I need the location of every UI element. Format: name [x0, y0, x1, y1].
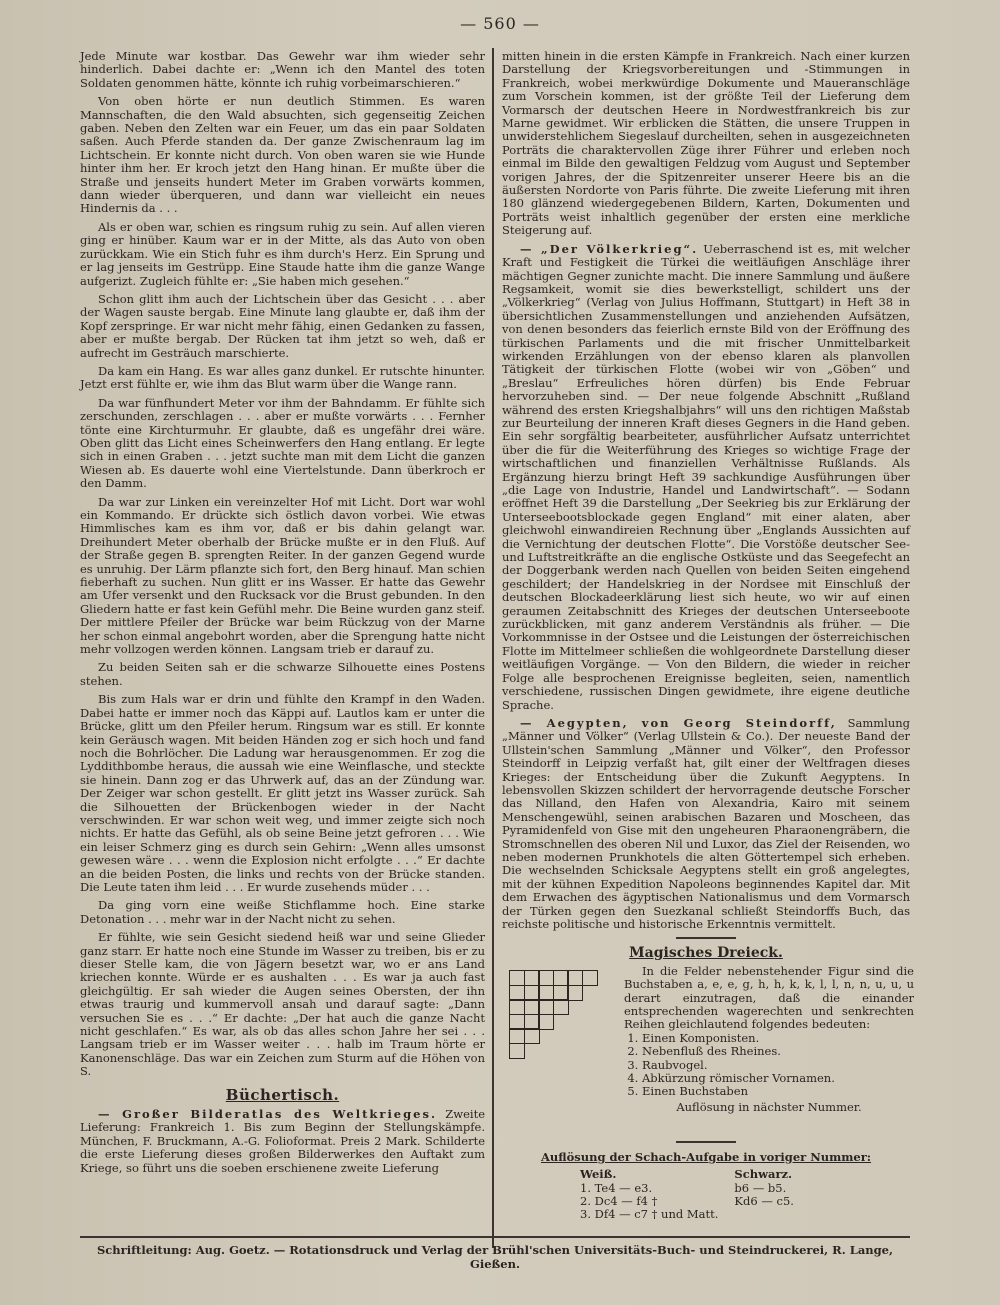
white-move: 2. Dc4 — f4 †	[580, 1194, 658, 1209]
chess-solution-table	[572, 1168, 802, 1222]
black-move	[726, 1208, 802, 1221]
review-paragraph	[502, 243, 910, 712]
review-lead: — „Der Völkerkrieg“.	[520, 241, 699, 256]
story-paragraph: Zu beiden Seiten sah er die schwarze Silhouette eines Postens stehen.	[80, 660, 485, 688]
magic-triangle-puzzle	[502, 963, 914, 1135]
section-title-buechertisch: Büchertisch.	[225, 1085, 340, 1104]
puzzle-intro: In die Felder nebenstehender Figur sind die Buchstaben a, e, e, g, h, h, k, k, l, l, n, n, u, u, u derart einzutragen, daß die einander entsprechenden wagerechten und senkrechten Reihen gleichlautend folgendes bedeuten:	[624, 963, 914, 1032]
chess-title: Auflösung der Schach-Aufgabe in voriger Nummer:	[540, 1149, 872, 1164]
white-header: Weiß.	[580, 1167, 617, 1182]
black-move: Kd6 — c5.	[734, 1194, 794, 1209]
story-paragraph: Er fühlte, wie sein Gesicht siedend heiß war und seine Glieder ganz starr. Er hatte noch eine Stunde im Wasser zu treiben, bis er zu dieser Stelle kam, die von Jägern besetzt war, wo er ans Land kriechen konnte. Würde er es aushalten . . . Es war ja auch fast gleichgültig. Er sah wieder die Augen seines Obersten, der ihn etwas traurig und kummervoll ansah und darauf sagte: „Dann versuchen Sie es . . .“ Er dachte: „Der hat auch die ganze Nacht nicht geschlafen.“ Es war, als ob das alles schon Jahre her sei . . . Langsam trieb er im Wasser weiter . . . halb im Traum hörte er Kanonenschläge. Das war ein Zeichen zum Sturm auf die Höhen von S.	[80, 930, 485, 1079]
white-move: 3. Df4 — c7 † und Matt.	[580, 1207, 719, 1222]
list-item: 4. Abkürzung römischer Vornamen.	[642, 1072, 914, 1085]
story-paragraph: Jede Minute war kostbar. Das Gewehr war ihm wieder sehr hinderlich. Dabei dachte er: „Wenn ich den Mantel des toten Soldaten genommen hätte, könnte ich ruhig vorbeimarschieren.“	[80, 49, 485, 90]
black-move: b6 — b5.	[734, 1180, 787, 1195]
story-paragraph: Als er oben war, schien es ringsum ruhig zu sein. Auf allen vieren ging er hinüber. Kaum war er in der Mitte, als das Auto von oben zurückkam. Wie ein Stich fuhr es ihm durch's Herz. Ein Sprung und er lag jenseits im Gestrüpp. Eine Staude hatte ihm die ganze Wange aufgerizt. Zugleich fühlte er: „Sie haben mich gesehen.“	[80, 219, 485, 288]
section-divider	[676, 1141, 736, 1143]
white-move: 1. Te4 — e3.	[580, 1180, 653, 1195]
right-column	[502, 49, 914, 1222]
imprint-footer: Schriftleitung: Aug. Goetz. — Rotationsdruck und Verlag der Brühl'schen Universitäts-Buch- und Steindruckerei, R. Lange, Gießen.	[97, 1243, 893, 1271]
list-item: 3. Raubvogel.	[642, 1059, 914, 1072]
story-paragraph: Da war fünfhundert Meter vor ihm der Bahndamm. Er fühlte sich zerschunden, zerschlagen . . . aber er mußte vorwärts . . . Fernher tönte eine Kirchturmuhr. Er glaubte, daß es ungefähr drei wäre. Oben glitt das Licht eines Scheinwerfers den Hang entlang. Er legte sich in einen Graben . . . jetzt suchte man mit dem Licht die ganzen Wiesen ab. Es dauerte wohl eine Viertelstunde. Dann überkroch er den Damm.	[80, 395, 485, 491]
magic-triangle-grid	[510, 971, 597, 1058]
puzzle-text	[624, 965, 914, 1114]
table-row	[572, 1208, 802, 1221]
review-paragraph: mitten hinein in die ersten Kämpfe in Frankreich. Nach einer kurzen Darstellung der Kriegsvorbereitungen und -Stimmungen in Frankreich, wobei merkwürdige Dokumente und Maueranschläge zum Vorschein kommen, ist der größte Teil der Lieferung dem Vormarsch der deutschen Heere in Nordwestfrankreich bis zur Marne gewidmet. Wir erblicken die Stätten, die unsere Truppen in unwiderstehlichem Siegeslauf durcheilten, sehen in ausgezeichneten Porträts die charaktervollen Züge ihrer Führer und erleben noch einmal im Bilde den gewaltigen Feldzug vom August und September vorigen Jahres, der die Spitzenreiter unserer Heere bis an die äußersten Nordorte von Paris führte. Die zweite Lieferung mit ihren 180 glänzend wiedergegebenen Bildern, Karten, Dokumenten und Porträts weist inhaltlich gegenüber der ersten eine merkliche Steigerung auf.	[502, 49, 910, 238]
story-paragraph: Da war zur Linken ein vereinzelter Hof mit Licht. Dort war wohl ein Kommando. Er drückte sich östlich davon vorbei. Wie etwas Himmlisches kam es ihm vor, daß er bis dahin gelangt war. Dreihundert Meter oberhalb der Brücke mußte er in den Fluß. Auf der Straße gegen B. sprengten Reiter. In der ganzen Gegend wurde es unruhig. Der Lärm pflanzte sich fort, den Berg hinauf. Man schien fieberhaft zu suchen. Nun glitt er ins Wasser. Er hatte das Gewehr am Ufer versenkt und den Rucksack vor die Brust gebunden. In den Gliedern hatte er fast kein Gefühl mehr. Die Beine wurden ganz steif. Der mittlere Pfeiler der Brücke war beim Rückzug von der Marne her schon einmal angebohrt worden, aber die Sprengung hatte nicht mehr vollzogen werden können. Langsam trieb er darauf zu.	[80, 494, 485, 657]
puzzle-title: Magisches Dreieck.	[629, 945, 783, 962]
review-lead: — Aegypten, von Georg Steindorff,	[520, 715, 837, 730]
story-paragraph: Bis zum Hals war er drin und fühlte den Krampf in den Waden. Dabei hatte er immer noch das Käppi auf. Lautlos kam er unter die Brücke, glitt um den Pfeiler herum. Ringsum war es still. Er konnte kein Geräusch wagen. Mit beiden Händen zog er sich hoch und fand noch die Bohrlöcher. Die Ladung war herausgenommen. Er zog die Lyddithbombe heraus, die aussah wie eine Weinflasche, und steckte sie hinein. Dann zog er das Uhrwerk auf, das an der Zündung war. Der Zeiger war schon gestellt. Er glitt jetzt ins Wasser zurück. Sah die Silhouetten der Brückenbogen wieder in der Nacht verschwinden. Er war schon weit weg, und immer zeigte sich noch nichts. Er hatte das Gefühl, als ob seine Beine jetzt gefroren . . . Wie ein leiser Schmerz ging es durch sein Gehirn: „Wenn alles umsonst gewesen wäre . . . wenn die Explosion nicht erfolgte . . .“ Er dachte an die beiden Posten, die links und rechts von der Brücke standen. Die Leute taten ihm leid . . . Er wurde zusehends müder . . .	[80, 692, 485, 894]
review-text: Ueberraschend ist es, mit welcher Kraft und Festigkeit die Türkei die weitläufigen Anschläge ihrer mächtigen Gegner zunichte macht. Die innere Sammlung und äußere Regsamkeit, womit sie dies bewerkstelligt, schildert uns der „Völkerkrieg“ (Verlag von Julius Hoffmann, Stuttgart) in Heft 38 in übersichtlichen Zusammenstellungen und anziehenden Aufsätzen, von denen besonders das feierlich ernste Bild von der Eröffnung des türkischen Parlaments und die mit frischer Unmittelbarkeit wirkenden Erzählungen von der ebenso klaren als planvollen Tätigkeit der türkischen Flotte (wobei wir von „Göben“ und „Breslau“ Erfreuliches hören dürfen) bis Ende Februar hervorzuheben sind. — Der neue folgende Abschnitt „Rußland während des ersten Kriegshalbjahrs“ will uns den richtigen Maßstab zur Beurteilung der inneren Kraft dieses Gegners in die Hand geben. Ein sehr sorgfältig bearbeiteter, ausführlicher Aufsatz unterrichtet über die für die Weiterführung des Krieges so wichtige Frage der wirtschaftlichen und finanziellen Verhältnisse Rußlands. Als Ergänzung hierzu bringt Heft 39 sachkundige Ausführungen über „die Lage von Industrie, Handel und Landwirtschaft“. — Sodann eröffnet Heft 39 die Darstellung „Der Seekrieg bis zur Erklärung der Unterseebootsblockade gegen England“ mit einer alaten, aber gleichwohl einwandireien Rechnung über „Englands Aussichten auf die Vernichtung der deutschen Flotte“. Die Vorstöße deutscher See- und Luftstreitkräfte an die englische Ostküste und das Seegefecht an der Doggerbank werden nach Quellen von beiden Seiten eingehend geschildert; der Handelskrieg in der Nordsee mit Einschluß der deutschen Blockadeerklärung liest sich heute, wo wir auf einen geraumen Zeitabschnitt des Krieges der deutschen Unterseeboote zurückblicken, mit ganz anderem Verständnis als früher. — Die Vorkommnisse in der Ostsee und die Leistungen der österreichischen Flotte im Mittelmeer schließen die wohlgeordnete Darstellung dieser weitläufigen Vorgänge. — Von den Bildern, die wieder in reicher Folge alle besprochenen Ereignisse begleiten, seien, namentlich verschiedene, russischen Dingen gewidmete, ihre eigene deutliche Sprache.	[502, 241, 911, 712]
book-review	[80, 1108, 485, 1175]
book-review-lead: — Großer Bilderatlas des Weltkrieges.	[98, 1107, 437, 1122]
story-paragraph: Da kam ein Hang. Es war alles ganz dunkel. Er rutschte hinunter. Jetzt erst fühlte er, wie ihm das Blut warm über die Wange rann.	[80, 363, 485, 392]
list-item: 1. Einen Komponisten.	[642, 1032, 914, 1045]
list-item: 5. Einen Buchstaben	[642, 1085, 914, 1098]
solution-note: Auflösung in nächster Nummer.	[676, 1099, 862, 1114]
story-paragraph: Schon glitt ihm auch der Lichtschein über das Gesicht . . . aber der Wagen sauste bergab. Eine Minute lang glaubte er, daß ihm der Kopf zerspringe. Er war nicht mehr fähig, einen Gedanken zu fassen, aber er mußte bergab. Der Rücken tat ihm jetzt so weh, daß er aufrecht im Gesträuch marschierte.	[80, 291, 485, 360]
footer-rule	[80, 1236, 910, 1238]
table-row	[572, 1182, 802, 1195]
review-paragraph	[502, 717, 910, 932]
section-divider	[676, 937, 736, 939]
page-number: — 560 —	[460, 14, 540, 33]
table-row	[572, 1195, 802, 1208]
story-paragraph: Da ging vorn eine weiße Stichflamme hoch. Eine starke Detonation . . . mehr war in der Nacht nicht zu sehen.	[80, 898, 485, 926]
column-divider	[492, 48, 494, 1248]
black-header: Schwarz.	[734, 1167, 793, 1182]
book-review-text: Zweite Lieferung: Frankreich 1. Bis zum Beginn der Stellungskämpfe. München, F. Bruckmann, A.-G. Folioformat. Preis 2 Mark. Schilderte die erste Lieferung dieses großen Bilderwerkes den Auftakt zum Kriege, so führt uns die soeben erschienene zweite Lieferung	[80, 1107, 485, 1175]
story-paragraph: Von oben hörte er nun deutlich Stimmen. Es waren Mannschaften, die den Wald absuchten, sich gegenseitig Zeichen gaben. Neben den Zelten war ein Feuer, um das ein paar Soldaten saßen. Auch Pferde standen da. Der ganze Zwischenraum lag im Lichtschein. Er konnte nicht durch. Von oben waren sie wie Hunde hinter ihm her. Er kroch jetzt den Hang hinan. Er mußte über die Straße und jenseits hundert Meter im Graben vorwärts kommen, dann wieder überqueren, und dann war vielleicht ein neues Hindernis da . . .	[80, 94, 485, 216]
list-item: 2. Nebenfluß des Rheines.	[642, 1045, 914, 1058]
left-column	[80, 50, 485, 1180]
review-text: Sammlung „Männer und Völker“ (Verlag Ullstein & Co.). Der neueste Band der Ullstein'schen Sammlung „Männer und Völker“, den Professor Steindorff in Leipzig verfaßt hat, gilt einer der Weltfragen dieses Krieges: der Entscheidung über die Zukunft Aegyptens. In lebensvollen Skizzen schildert der hervorragende deutsche Forscher das Nilland, den Hafen von Alexandria, Kairo mit seinem Menschengewühl, seinen arabischen Bazaren und Moscheen, das Pyramidenfeld von Gise mit den ungeheuren Pharaonengräbern, die Stromschnellen des oberen Nil und Luxor, das Ziel der Reisenden, wo neben modernen Prunkhotels die alten Göttertempel sich erheben. Die wechselnden Schicksale Aegyptens stellt ein groß angelegtes, mit der kühnen Expedition Napoleons beginnendes Kapitel dar. Mit dem Erwachen des ägyptischen Nationalismus und dem Vormarsch der Türken gegen den Suezkanal schließt Steindorffs Buch, das reichste politische und historische Erkenntnis vermittelt.	[502, 715, 911, 931]
puzzle-list	[624, 1032, 914, 1099]
